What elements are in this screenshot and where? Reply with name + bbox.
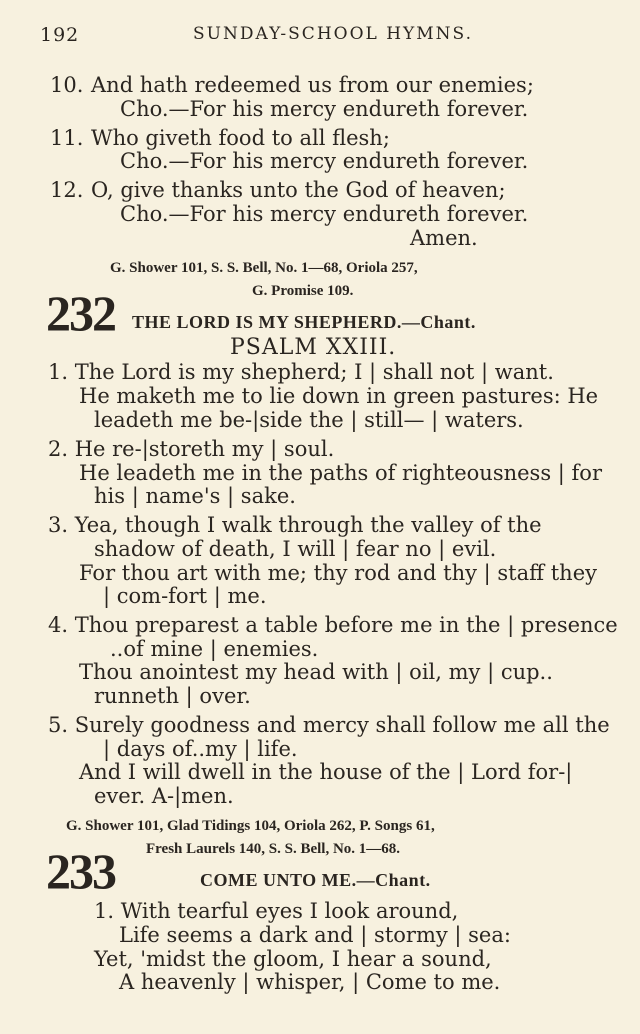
chant-line: 5. Surely goodness and mercy shall follow me all the — [48, 713, 610, 737]
chorus-line: Cho.—For his mercy endureth forever. — [120, 149, 529, 173]
hymn-title: THE LORD IS MY SHEPHERD.—Chant. — [132, 312, 476, 332]
amen: Amen. — [410, 226, 478, 250]
running-title: SUNDAY-SCHOOL HYMNS. — [193, 24, 473, 44]
verse-line: O, give thanks unto the God of heaven; — [91, 178, 506, 202]
chant-line: ..of mine | enemies. — [110, 637, 319, 661]
chant-line: Thou anointest my head with | oil, my | cup.. — [79, 660, 553, 684]
chant-line: 3. Yea, though I walk through the valley of the — [48, 513, 542, 537]
chorus-line: Cho.—For his mercy endureth forever. — [120, 202, 529, 226]
chant-line: Life seems a dark and | stormy | sea: — [119, 923, 511, 947]
chant-line: 2. He re-|storeth my | soul. — [48, 437, 335, 461]
chant-line: | days of..my | life. — [103, 737, 298, 761]
chant-line: shadow of death, I will | fear no | evil. — [94, 537, 497, 561]
tune-references: G. Shower 101, Glad Tidings 104, Oriola 262, P. Songs 61, — [66, 818, 435, 834]
hymn-number: 232 — [46, 285, 115, 341]
chant-line: leadeth me be-|side the | still— | waters. — [94, 408, 524, 432]
tune-references: G. Shower 101, S. S. Bell, No. 1—68, Oriola 257, — [110, 260, 418, 276]
verse-number: 11. — [50, 126, 84, 150]
tune-references: G. Promise 109. — [252, 283, 354, 299]
chant-line: He maketh me to lie down in green pastures: He — [79, 384, 599, 408]
chant-line: 1. With tearful eyes I look around, — [94, 899, 459, 923]
chant-line: For thou art with me; thy rod and thy | staff they — [79, 561, 597, 585]
chant-line: Yet, 'midst the gloom, I hear a sound, — [94, 947, 492, 971]
chorus-line: Cho.—For his mercy endureth forever. — [120, 97, 529, 121]
chant-line: | com-fort | me. — [103, 584, 267, 608]
chant-line: his | name's | sake. — [94, 484, 296, 508]
chant-line: He leadeth me in the paths of righteousness | for — [79, 461, 602, 485]
hymn-subtitle: PSALM XXIII. — [230, 335, 397, 360]
chant-line: runneth | over. — [94, 684, 251, 708]
chant-line: And I will dwell in the house of the | Lord for-| — [79, 760, 573, 784]
tune-references: Fresh Laurels 140, S. S. Bell, No. 1—68. — [146, 841, 401, 857]
hymn-title: COME UNTO ME.—Chant. — [200, 870, 431, 890]
chant-line: 1. The Lord is my shepherd; I | shall not | want. — [48, 360, 554, 384]
hymn-number: 233 — [46, 843, 115, 899]
chant-line: 4. Thou preparest a table before me in the | presence — [48, 613, 618, 637]
verse-line: Who giveth food to all flesh; — [91, 126, 390, 150]
verse-number: 10. — [50, 73, 84, 97]
chant-line: A heavenly | whisper, | Come to me. — [119, 970, 501, 994]
verse-number: 12. — [50, 178, 84, 202]
verse-line: And hath redeemed us from our enemies; — [91, 73, 534, 97]
chant-line: ever. A-|men. — [94, 784, 234, 808]
page-number: 192 — [40, 24, 80, 46]
